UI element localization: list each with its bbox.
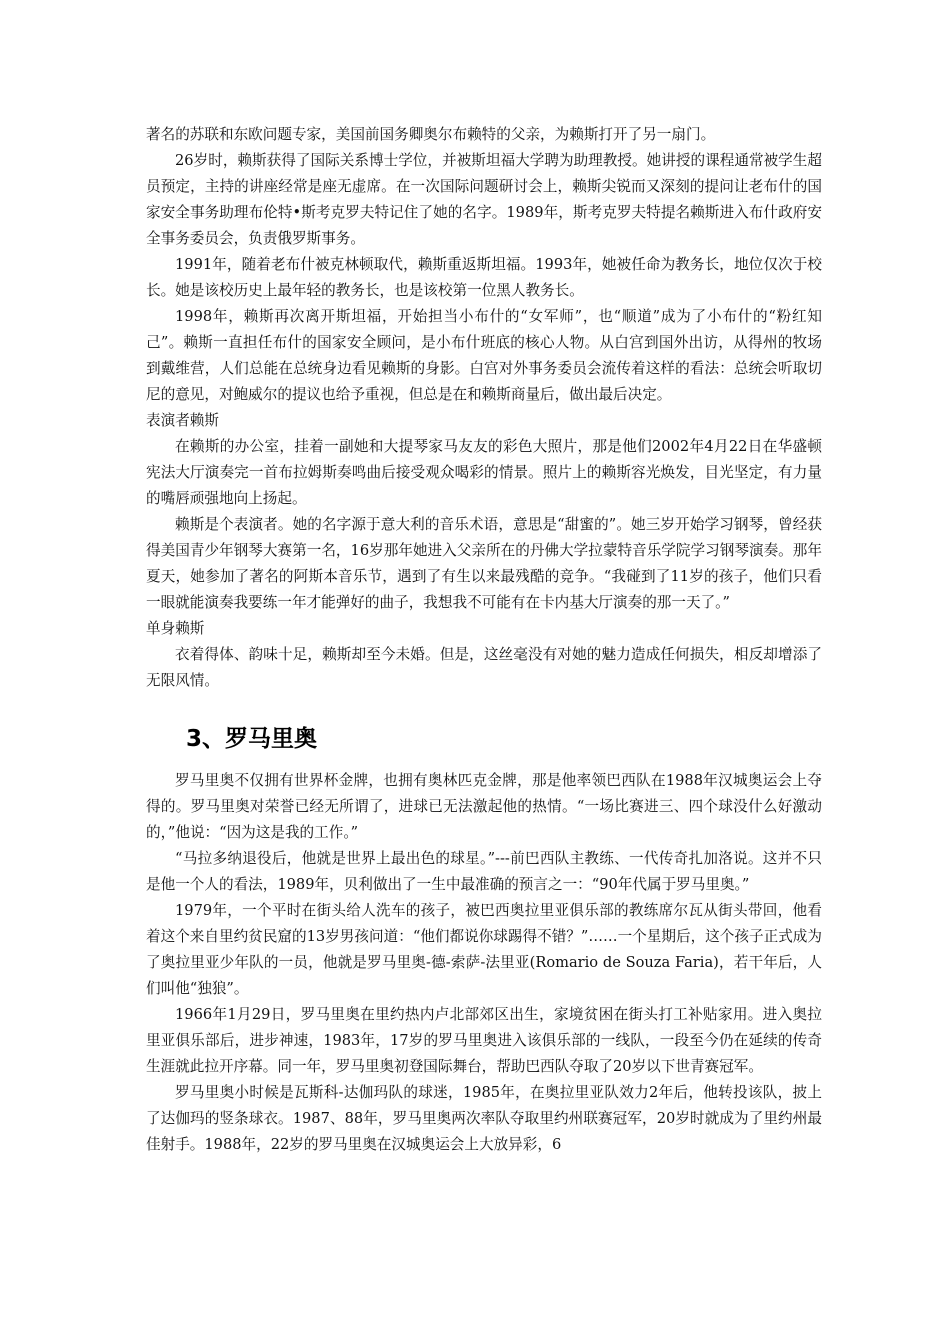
paragraph-romario-childhood: 1979年，一个平时在街头给人洗车的孩子，被巴西奥拉里亚俱乐部的教练席尔瓦从街头带回，他看着这个来自里约贫民窟的13岁男孩问道：“他们都说你球踢得不错？”……一个星期后，这个孩子正式成为了奥拉里亚少年队的一员，他就是罗马里奥-德-索萨-法里亚(Romario de Souza Faria)，若干年后，人们叫他“独狼”。	[146, 902, 822, 997]
paragraph-romario-birth: 1966年1月29日，罗马里奥在里约热内卢北部郊区出生，家境贫困在街头打工补贴家用。进入奥拉里亚俱乐部后，进步神速，1983年，17岁的罗马里奥进入该俱乐部的一线队，一段至今仍在延续的传奇生涯就此拉开序幕。同一年，罗马里奥初登国际舞台，帮助巴西队夺取了20岁以下世青赛冠军。	[146, 1006, 822, 1075]
section-spacer	[146, 694, 822, 704]
subheading-single: 单身赖斯	[146, 620, 205, 637]
subheading-performer: 表演者赖斯	[146, 412, 219, 429]
paragraph-single: 衣着得体、韵味十足，赖斯却至今未婚。但是，这丝毫没有对她的魅力造成任何损失，相反却增添了无限风情。	[146, 646, 822, 689]
paragraph-stanford-return: 1991年，随着老布什被克林顿取代，赖斯重返斯坦福。1993年，她被任命为教务长，地位仅次于校长。她是该校历史上最年轻的教务长，也是该校第一位黑人教务长。	[146, 256, 822, 299]
paragraph-intro: 著名的苏联和东欧问题专家，美国前国务卿奥尔布赖特的父亲，为赖斯打开了另一扇门。	[146, 126, 716, 143]
paragraph-office-photo: 在赖斯的办公室，挂着一副她和大提琴家马友友的彩色大照片，那是他们2002年4月22日在华盛顿宪法大厅演奏完一首布拉姆斯奏鸣曲后接受观众喝彩的情景。照片上的赖斯容光焕发，目光坚定，有力量的嘴唇顽强地向上扬起。	[146, 438, 822, 507]
section-title-romario: 3、罗马里奥	[186, 726, 318, 752]
paragraph-romario-quote: “马拉多纳退役后，他就是世界上最出色的球星。”---前巴西队主教练、一代传奇扎加洛说。这并不只是他一个人的看法，1989年，贝利做出了一生中最准确的预言之一：“90年代属于罗马里奥。”	[146, 850, 822, 893]
paragraph-bush-advisor: 1998年，赖斯再次离开斯坦福，开始担当小布什的“女军师”，也“顺道”成为了小布什的“粉红知己”。赖斯一直担任布什的国家安全顾问，是小布什班底的核心人物。从白宫到国外出访，从得州的牧场到戴维营，人们总能在总统身边看见赖斯的身影。白宫对外事务委员会流传着这样的看法：总统会听取切尼的意见，对鲍威尔的提议也给予重视，但总是在和赖斯商量后，做出最后决定。	[146, 308, 822, 403]
paragraph-music: 赖斯是个表演者。她的名字源于意大利的音乐术语，意思是“甜蜜的”。她三岁开始学习钢琴，曾经获得美国青少年钢琴大赛第一名，16岁那年她进入父亲所在的丹佛大学拉蒙特音乐学院学习钢琴演奏。那年夏天，她参加了著名的阿斯本音乐节，遇到了有生以来最残酷的竞争。“我碰到了11岁的孩子，他们只看一眼就能演奏我要练一年才能弹好的曲子，我想我不可能有在卡内基大厅演奏的那一天了。”	[146, 516, 822, 611]
paragraph-phd: 26岁时，赖斯获得了国际关系博士学位，并被斯坦福大学聘为助理教授。她讲授的课程通常被学生超员预定，主持的讲座经常是座无虚席。在一次国际问题研讨会上，赖斯尖锐而又深刻的提问让老布什的国家安全事务助理布伦特•斯考克罗夫特记住了她的名字。1989年，斯考克罗夫特提名赖斯进入布什政府安全事务委员会，负责俄罗斯事务。	[146, 152, 822, 247]
paragraph-romario-vasco: 罗马里奥小时候是瓦斯科-达伽玛队的球迷，1985年，在奥拉里亚队效力2年后，他转投该队，披上了达伽玛的竖条球衣。1987、88年，罗马里奥两次率队夺取里约州联赛冠军，20岁时就成为了里约州最佳射手。1988年，22岁的罗马里奥在汉城奥运会上大放异彩，6	[146, 1084, 822, 1153]
paragraph-romario-medals: 罗马里奥不仅拥有世界杯金牌，也拥有奥林匹克金牌，那是他率领巴西队在1988年汉城奥运会上夺得的。罗马里奥对荣誉已经无所谓了，进球已无法激起他的热情。“一场比赛进三、四个球没什么好激动的，”他说：“因为这是我的工作。”	[146, 772, 822, 841]
document-page	[146, 122, 822, 1158]
